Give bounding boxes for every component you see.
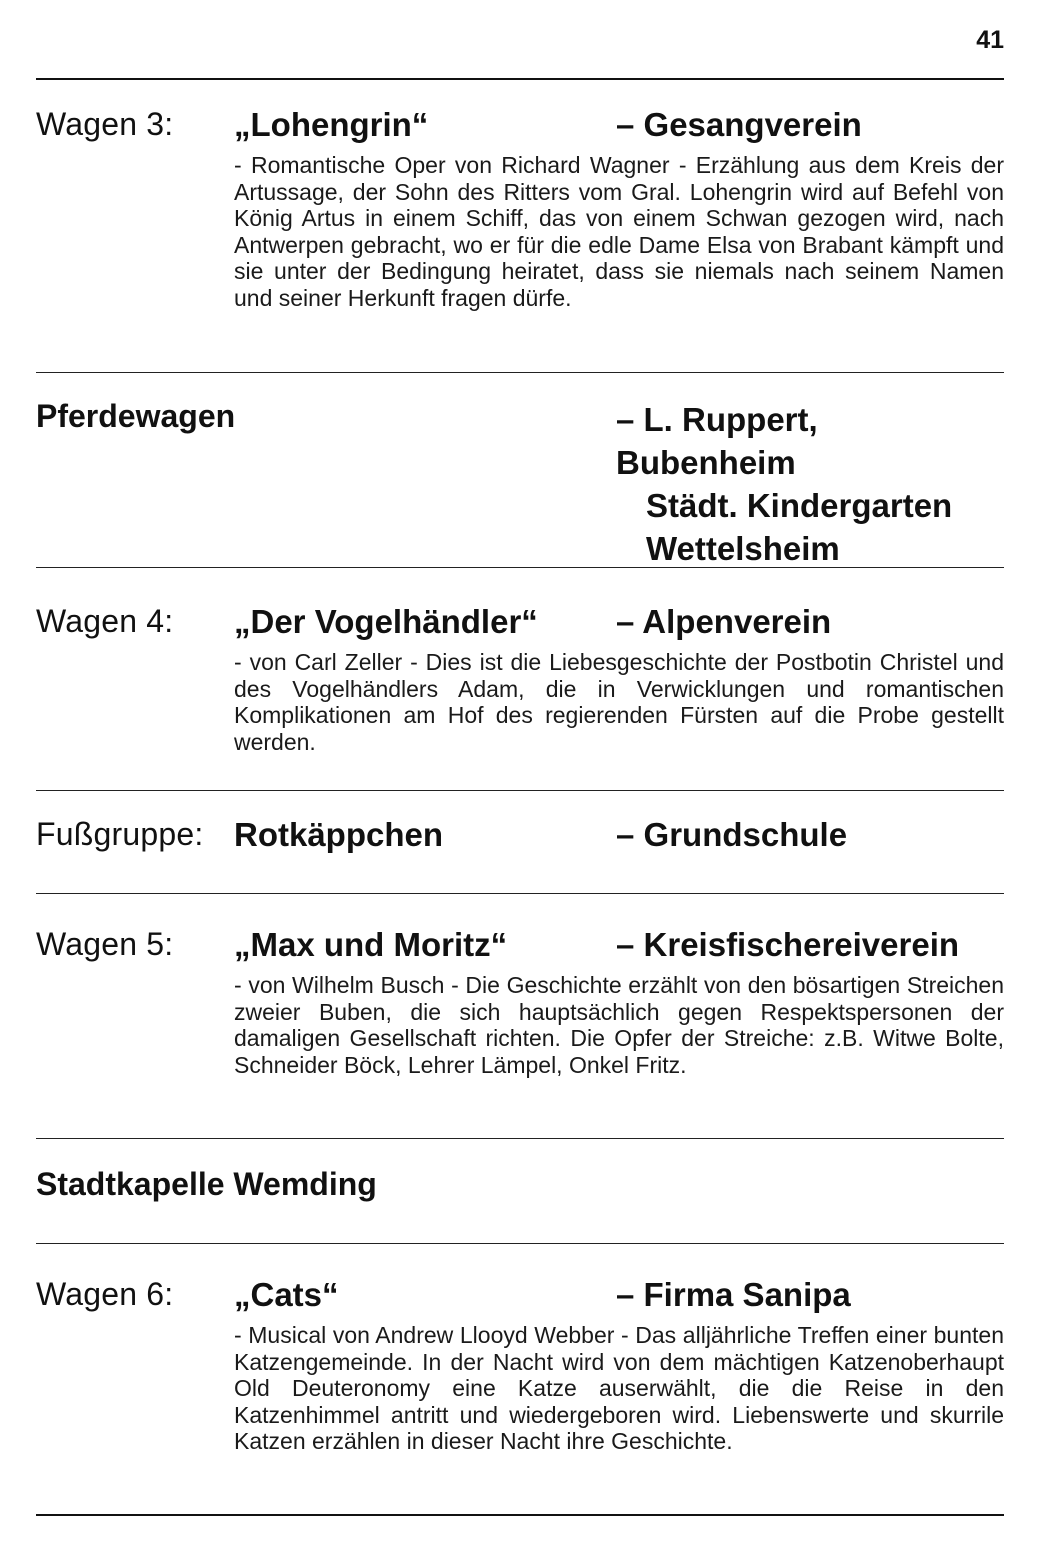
- bottom-rule: [36, 1514, 1004, 1516]
- entry-sponsor: – Alpenverein: [616, 603, 832, 640]
- entry-description: - Musical von Andrew Llooyd Webber - Das alljährliche Treffen einer bunten Katzengemeinde. In der Nacht wird von dem mächtigen Katzenoberhaupt Old Deuteronomy eine Katze auserwählt, die die Reise in den Katzenhimmel antritt und wiedergeboren wird. Liebenswerte und skurrile Katzen erzählen in dieser Nacht ihre Geschichte.: [234, 1322, 1004, 1455]
- entry-title: „Cats“: [234, 1276, 339, 1313]
- divider: [36, 790, 1004, 791]
- entry-sponsor: – Kreisfischereiverein: [616, 926, 960, 963]
- entry-label: Wagen 3:: [36, 106, 174, 142]
- top-rule: [36, 78, 1004, 80]
- sponsor-line-3: Wettelsheim: [646, 530, 840, 567]
- entry-wagen-5: [36, 926, 1004, 1111]
- entry-description: - von Wilhelm Busch - Die Geschichte erzählt von den bösartigen Streichen zweier Buben, die sich hauptsächlich gegen Respektspersonen der damaligen Gesellschaft richten. Die Opfer der Streiche: z.B. Witwe Bolte, Schneider Böck, Lehrer Lämpel, Onkel Fritz.: [234, 972, 1004, 1078]
- divider: [36, 567, 1004, 568]
- sponsor-line-1: – L. Ruppert, Bubenheim: [616, 401, 818, 481]
- entry-wagen-3: [36, 106, 1004, 346]
- entry-title: „Lohengrin“: [234, 106, 429, 143]
- entry-description: - Romantische Oper von Richard Wagner - Erzählung aus dem Kreis der Artussage, der Sohn des Ritters vom Gral. Lohengrin wird auf Befehl von König Artus in einem Schiff, das von einem Schwan gezogen wird, nach Antwerpen gebracht, wo er für die edle Dame Elsa von Brabant kämpft und sie unter der Bedingung heiratet, dass sie niemals nach seinem Namen und seiner Herkunft fragen dürfe.: [234, 152, 1004, 311]
- divider: [36, 893, 1004, 894]
- entry-fussgruppe: [36, 816, 1004, 866]
- entry-title: Rotkäppchen: [234, 816, 444, 853]
- entry-wagen-4: [36, 603, 1004, 763]
- divider: [36, 1138, 1004, 1139]
- entry-label: Pferdewagen: [36, 398, 236, 434]
- page-number: 41: [976, 26, 1004, 54]
- divider: [36, 1243, 1004, 1244]
- entry-label: Wagen 5:: [36, 926, 174, 962]
- entry-sponsor: – Firma Sanipa: [616, 1276, 851, 1313]
- entry-description: - von Carl Zeller - Dies ist die Liebesgeschichte der Postbotin Christel und des Vogelhändlers Adam, die in Verwicklungen und romantischen Komplikationen am Hof des regierenden Fürsten auf die Probe gestellt werden.: [234, 649, 1004, 755]
- entry-sponsor: [616, 398, 1004, 570]
- entry-stadtkapelle: [36, 1166, 1004, 1216]
- sponsor-line-2: Städt. Kindergarten: [646, 487, 953, 524]
- entry-title: „Der Vogelhändler“: [234, 603, 538, 640]
- entry-sponsor: – Grundschule: [616, 816, 848, 853]
- entry-label: Fußgruppe:: [36, 816, 204, 852]
- entry-pferdewagen: [36, 398, 1004, 567]
- divider: [36, 372, 1004, 373]
- entry-title: „Max und Moritz“: [234, 926, 508, 963]
- entry-sponsor: – Gesangverein: [616, 106, 862, 143]
- entry-label: Wagen 4:: [36, 603, 174, 639]
- entry-label: Wagen 6:: [36, 1276, 174, 1312]
- entry-label: Stadtkapelle Wemding: [36, 1166, 377, 1202]
- entry-wagen-6: [36, 1276, 1004, 1496]
